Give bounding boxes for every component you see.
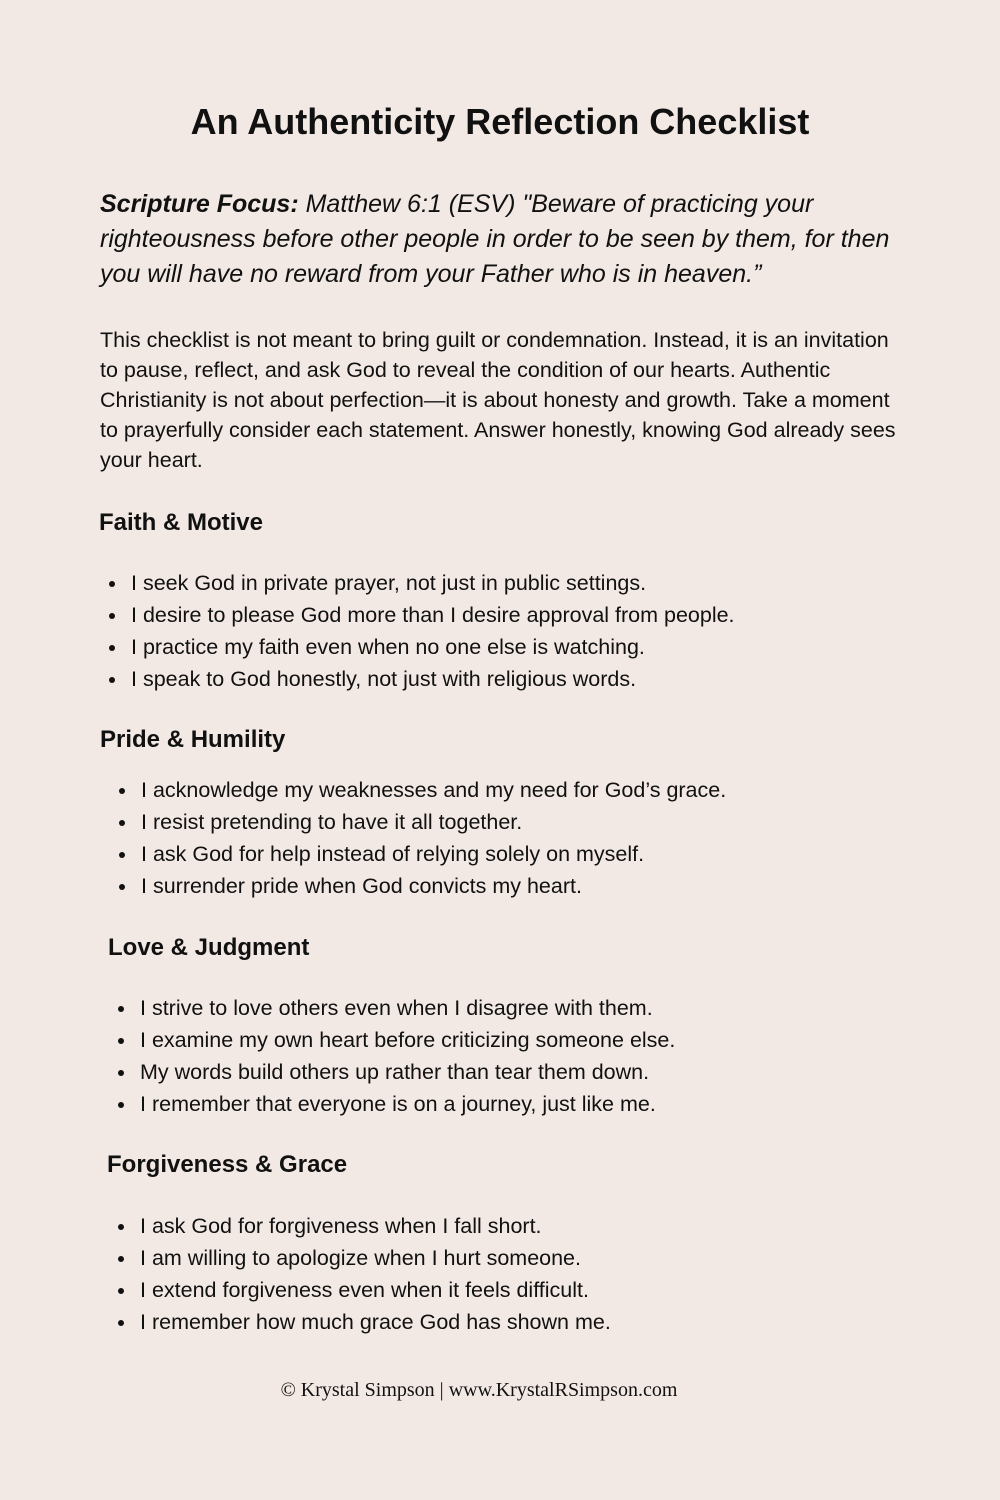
footer-copyright: © Krystal Simpson | www.KrystalRSimpson.com xyxy=(280,1379,678,1401)
checklist-item: I resist pretending to have it all together. xyxy=(119,806,726,838)
section-heading-pride-humility: Pride & Humility xyxy=(100,726,286,753)
checklist-item: I examine my own heart before criticizing someone else. xyxy=(118,1024,675,1056)
checklist-pride-humility xyxy=(119,774,726,902)
section-heading-love-judgment: Love & Judgment xyxy=(108,934,310,961)
checklist-item: I remember how much grace God has shown me. xyxy=(118,1306,611,1338)
scripture-focus-text: Matthew 6:1 (ESV) "Beware of practicing your righteousness before other people in order to be seen by them, for then you will have no reward from your Father who is in heaven.” xyxy=(100,190,890,288)
checklist-item: I speak to God honestly, not just with religious words. xyxy=(109,663,735,695)
section-heading-forgiveness-grace: Forgiveness & Grace xyxy=(107,1151,348,1178)
intro-paragraph: This checklist is not meant to bring guilt or condemnation. Instead, it is an invitation to pause, reflect, and ask God to reveal the condition of our hearts. Authentic Christianity is not about perfection—it is about honesty and growth. Take a moment to prayerfully consider each statement. Answer honestly, knowing God already sees your heart. xyxy=(100,328,896,472)
page-title: An Authenticity Reflection Checklist xyxy=(190,101,810,142)
checklist-item: I surrender pride when God convicts my heart. xyxy=(119,870,726,902)
section-heading-faith-motive: Faith & Motive xyxy=(99,509,264,536)
checklist-item: I ask God for forgiveness when I fall short. xyxy=(118,1210,611,1242)
checklist-item: I seek God in private prayer, not just in public settings. xyxy=(109,567,735,599)
checklist-item: I acknowledge my weaknesses and my need for God’s grace. xyxy=(119,774,726,806)
scripture-focus-label: Scripture Focus: xyxy=(100,190,299,218)
checklist-item: I desire to please God more than I desire approval from people. xyxy=(109,599,735,631)
checklist-item: I remember that everyone is on a journey, just like me. xyxy=(118,1088,675,1120)
scripture-focus xyxy=(100,187,910,292)
checklist-item: I ask God for help instead of relying solely on myself. xyxy=(119,838,726,870)
checklist-forgiveness-grace xyxy=(118,1210,611,1338)
checklist-item: I practice my faith even when no one else is watching. xyxy=(109,631,735,663)
checklist-item: My words build others up rather than tear them down. xyxy=(118,1056,675,1088)
checklist-item: I strive to love others even when I disagree with them. xyxy=(118,992,675,1024)
checklist-faith-motive xyxy=(109,567,735,695)
checklist-love-judgment xyxy=(118,992,675,1120)
checklist-item: I extend forgiveness even when it feels difficult. xyxy=(118,1274,611,1306)
checklist-item: I am willing to apologize when I hurt someone. xyxy=(118,1242,611,1274)
